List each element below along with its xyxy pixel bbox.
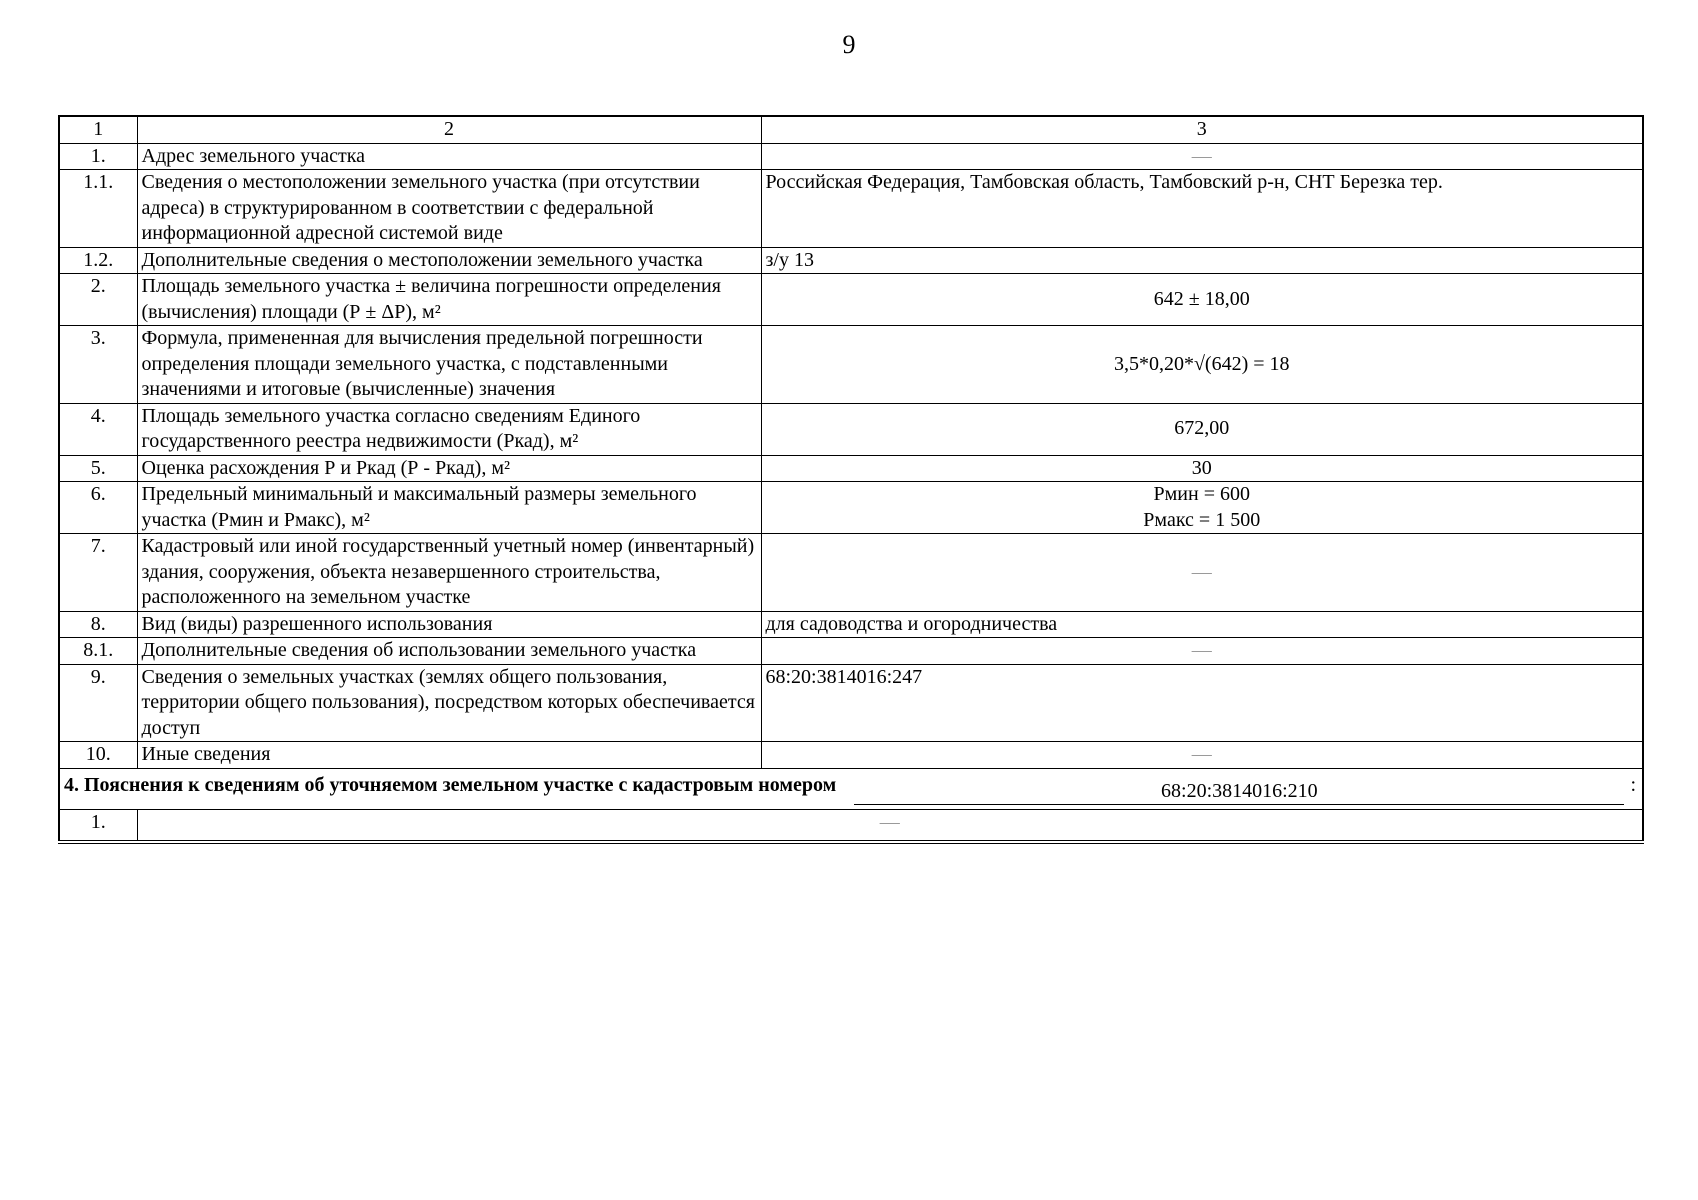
section-4-cadastral-number: 68:20:3814016:210 (854, 778, 1624, 805)
section-4-header-row (59, 768, 1643, 809)
min-size-value: Рмин = 600 (1153, 483, 1250, 505)
section-4-header (60, 769, 1642, 809)
header-col-3: 3 (761, 116, 1643, 143)
row-value: Российская Федерация, Тамбовская область, Тамбовский р-н, СНТ Березка тер. (761, 170, 1643, 248)
row-label: Сведения о земельных участках (землях общего пользования, территории общего пользования), посредством которых обеспечивается доступ (137, 664, 761, 742)
row-number: 3. (59, 326, 137, 404)
row-number: 9. (59, 664, 137, 742)
row-label: Площадь земельного участка ± величина погрешности определения (вычисления) площади (Р ± ΔР), м² (137, 274, 761, 326)
table-row (59, 742, 1643, 769)
section-4-title: 4. Пояснения к сведениям об уточняемом земельном участке с кадастровым номером (64, 774, 837, 796)
row-value: — (761, 143, 1643, 170)
land-plot-details-table (58, 115, 1644, 844)
row-label: Дополнительные сведения о местоположении земельного участка (137, 247, 761, 274)
row-value: 642 ± 18,00 (761, 274, 1643, 326)
row-number: 8. (59, 611, 137, 638)
table-row (59, 482, 1643, 534)
table-row (59, 455, 1643, 482)
row-number: 8.1. (59, 638, 137, 665)
header-col-1: 1 (59, 116, 137, 143)
max-size-value: Рмакс = 1 500 (1143, 508, 1261, 531)
row-value: — (137, 809, 1643, 842)
table-row (59, 403, 1643, 455)
page-number: 9 (842, 30, 856, 59)
row-label: Кадастровый или иной государственный учетный номер (инвентарный) здания, сооружения, объекта незавершенного строительства, расположенного на земельном участке (137, 534, 761, 612)
row-number: 1. (59, 809, 137, 842)
row-label: Адрес земельного участка (137, 143, 761, 170)
row-number: 4. (59, 403, 137, 455)
table-header-row (59, 116, 1643, 143)
row-number: 1.2. (59, 247, 137, 274)
table-row (59, 326, 1643, 404)
row-number: 5. (59, 455, 137, 482)
row-value: 3,5*0,20*√(642) = 18 (761, 326, 1643, 404)
row-number: 1.1. (59, 170, 137, 248)
row-label: Иные сведения (137, 742, 761, 769)
row-label: Предельный минимальный и максимальный размеры земельного участка (Рмин и Рмакс), м² (137, 482, 761, 534)
section-4-row (59, 809, 1643, 842)
table-row (59, 274, 1643, 326)
table-row (59, 170, 1643, 248)
row-value: — (761, 742, 1643, 769)
row-label: Сведения о местоположении земельного участка (при отсутствии адреса) в структурированном в соответствии с федеральной информационной адресной системой виде (137, 170, 761, 248)
table-row (59, 143, 1643, 170)
row-value: 672,00 (761, 403, 1643, 455)
row-value: 68:20:3814016:247 (761, 664, 1643, 742)
row-number: 6. (59, 482, 137, 534)
row-value: — (761, 534, 1643, 612)
row-label: Площадь земельного участка согласно сведениям Единого государственного реестра недвижимости (Ркад), м² (137, 403, 761, 455)
row-label: Оценка расхождения Р и Ркад (Р - Ркад), м² (137, 455, 761, 482)
row-value (761, 482, 1643, 534)
row-label: Вид (виды) разрешенного использования (137, 611, 761, 638)
row-value: 30 (761, 455, 1643, 482)
row-number: 10. (59, 742, 137, 769)
row-number: 1. (59, 143, 137, 170)
table-row (59, 534, 1643, 612)
table-row (59, 664, 1643, 742)
row-label: Формула, примененная для вычисления предельной погрешности определения площади земельного участка, с подставленными значениями и итоговые (вычисленные) значения (137, 326, 761, 404)
table-row (59, 247, 1643, 274)
row-number: 2. (59, 274, 137, 326)
table-row (59, 611, 1643, 638)
header-col-2: 2 (137, 116, 761, 143)
row-number: 7. (59, 534, 137, 612)
row-value: — (761, 638, 1643, 665)
row-value: для садоводства и огородничества (761, 611, 1643, 638)
section-4-colon: : (1630, 774, 1636, 796)
row-value: з/у 13 (761, 247, 1643, 274)
row-label: Дополнительные сведения об использовании земельного участка (137, 638, 761, 665)
table-row (59, 638, 1643, 665)
